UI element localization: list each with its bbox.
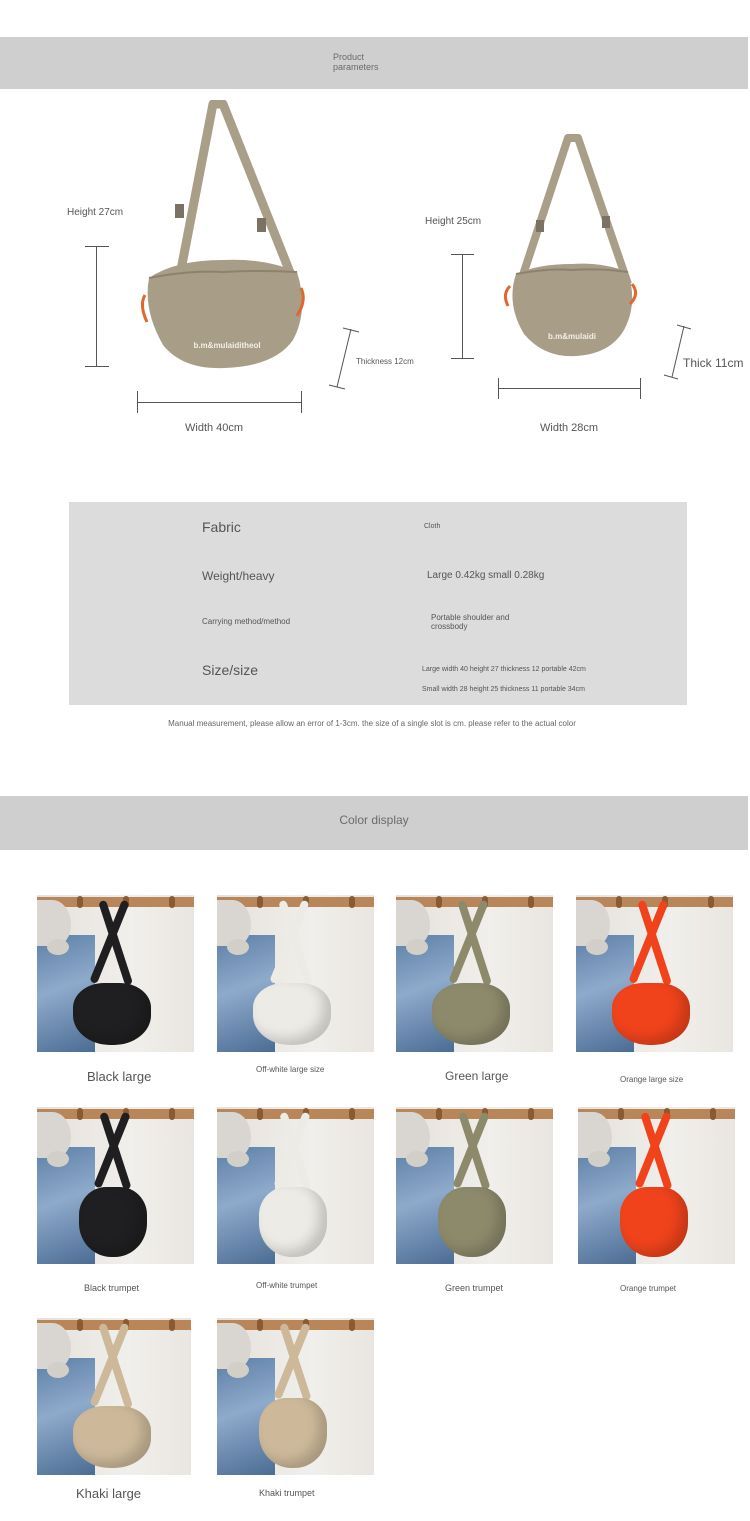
small-bag-body: [512, 264, 632, 356]
tile-green-large: [396, 895, 553, 1052]
caption-khaki-large: Khaki large: [76, 1486, 142, 1501]
caption-orange-trumpet: Orange trumpet: [620, 1284, 677, 1293]
tile-offwhite-trumpet: [217, 1107, 374, 1264]
caption-black-trumpet: Black trumpet: [84, 1283, 140, 1293]
small-bag-image: [498, 134, 643, 364]
bag-body: [79, 1187, 147, 1257]
caption-offwhite-large: Off-white large size: [256, 1065, 325, 1074]
spec-weight-value: Large 0.42kg small 0.28kg: [427, 570, 545, 581]
caption-green-large: Green large: [445, 1069, 509, 1083]
tile-offwhite-large: [217, 895, 374, 1052]
spec-size-value-small: Small width 28 height 25 thickness 11 portable 34cm: [422, 686, 585, 693]
small-width-label: Width 28cm: [540, 422, 599, 434]
tile-orange-trumpet: [578, 1107, 735, 1264]
bag-body: [253, 983, 331, 1045]
bag-body: [438, 1187, 506, 1257]
bag-body: [259, 1398, 327, 1468]
small-height-cap-top: [451, 254, 474, 255]
caption-offwhite-trumpet: Off-white trumpet: [256, 1281, 318, 1290]
caption-khaki-trumpet: Khaki trumpet: [259, 1488, 315, 1498]
small-width-cap-right: [640, 378, 641, 399]
large-height-cap-top: [85, 246, 109, 247]
parameters-header-band: [0, 37, 748, 89]
small-height-label: Height 25cm: [425, 216, 482, 227]
small-thickness-line: [660, 322, 696, 382]
bag-body: [620, 1187, 688, 1257]
bag-body: [73, 1406, 151, 1468]
bag-body: [432, 983, 510, 1045]
caption-green-trumpet: Green trumpet: [445, 1283, 504, 1293]
spec-weight-label: Weight/heavy: [202, 569, 275, 583]
large-bag-logo: b.m&mulaiditheol: [193, 341, 261, 350]
spec-table: [69, 502, 687, 705]
measurement-note: Manual measurement, please allow an error of 1-3cm. the size of a single slot is cm. please refer to the actual color: [168, 719, 576, 728]
large-width-line: [137, 402, 301, 403]
small-width-line: [498, 388, 640, 389]
large-bag-image: [135, 100, 310, 375]
color-display-band: [0, 796, 748, 850]
spec-carry-value: Portable shoulder and crossbody: [431, 613, 510, 631]
large-bag-strap: [180, 104, 295, 285]
large-bag-body: [148, 260, 303, 368]
small-thickness-label: Thick 11cm: [683, 356, 744, 370]
spec-fabric-label: Fabric: [202, 519, 241, 535]
small-bag-logo: b.m&mulaidi: [547, 332, 597, 341]
bag-body: [259, 1187, 327, 1257]
small-width-cap-left: [498, 378, 499, 399]
spec-fabric-value: Cloth: [424, 523, 441, 530]
tile-black-trumpet: [37, 1107, 194, 1264]
tile-orange-large: [576, 895, 733, 1052]
large-height-label: Height 27cm: [67, 207, 124, 218]
large-width-cap-right: [301, 391, 302, 413]
large-height-cap-bottom: [85, 366, 109, 367]
large-width-cap-left: [137, 391, 138, 413]
large-height-line: [96, 246, 97, 366]
color-display-title: Color display: [339, 813, 409, 827]
large-width-label: Width 40cm: [185, 422, 244, 434]
caption-orange-large: Orange large size: [620, 1075, 684, 1084]
small-height-cap-bottom: [451, 358, 474, 359]
spec-carry-label: Carrying method/method: [202, 617, 291, 626]
tile-khaki-trumpet: [217, 1318, 374, 1475]
tile-black-large: [37, 895, 194, 1052]
large-thickness-label: Thickness 12cm: [356, 357, 414, 366]
small-bag-strap: [520, 138, 628, 284]
tile-green-trumpet: [396, 1107, 553, 1264]
spec-size-value-large: Large width 40 height 27 thickness 12 portable 42cm: [422, 666, 586, 673]
bag-body: [73, 983, 151, 1045]
bag-body: [612, 983, 690, 1045]
spec-size-label: Size/size: [202, 662, 259, 678]
caption-black-large: Black large: [87, 1069, 152, 1084]
tile-khaki-large: [37, 1318, 191, 1475]
small-height-line: [462, 254, 463, 358]
parameters-title: Product parameters: [333, 52, 379, 72]
